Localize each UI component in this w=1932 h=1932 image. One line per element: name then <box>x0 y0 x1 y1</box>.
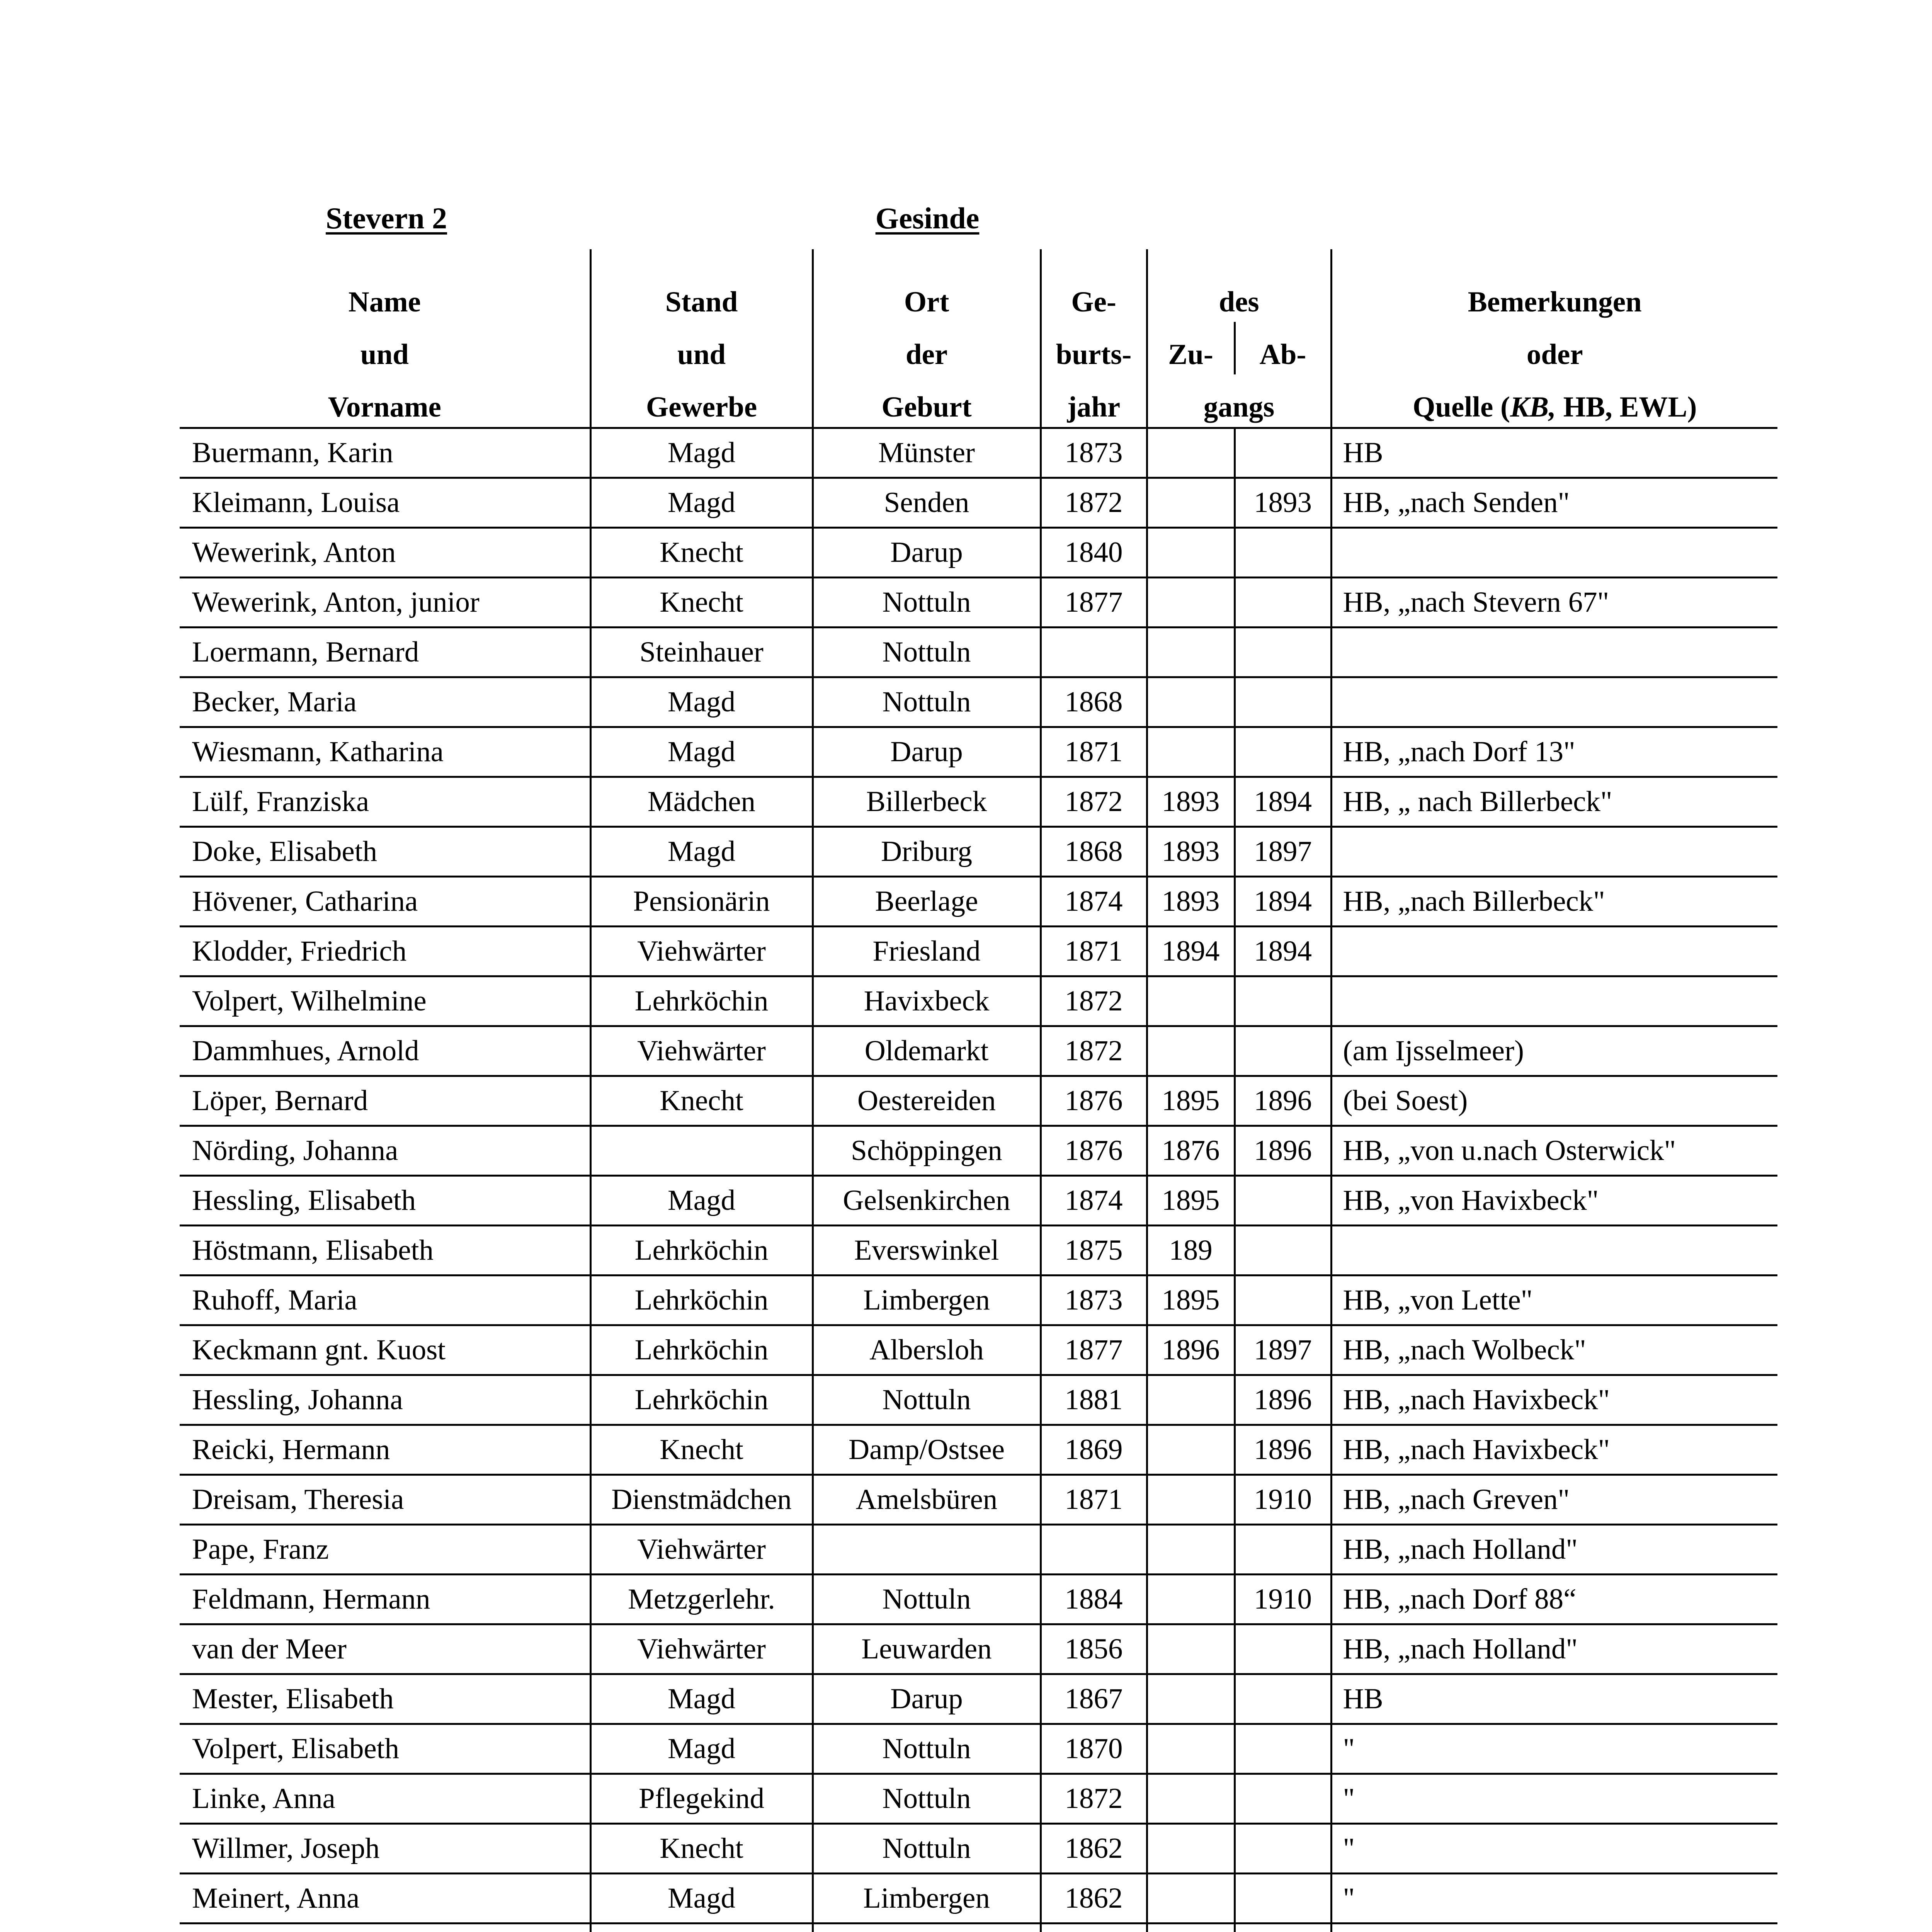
cell-birthplace: Everswinkel <box>813 1226 1041 1276</box>
cell-stand: Pflegekind <box>590 1774 813 1824</box>
table-row <box>180 1624 1777 1674</box>
cell-birthyear: 1876 <box>1041 1126 1147 1176</box>
cell-birthplace: Amelsbüren <box>813 1475 1041 1525</box>
table-row <box>180 578 1777 628</box>
cell-remarks: HB <box>1331 428 1777 478</box>
cell-zugang <box>1147 528 1235 578</box>
cell-zugang <box>1147 1475 1235 1525</box>
cell-zugang: 1895 <box>1147 1276 1235 1325</box>
cell-stand: Magd <box>590 428 813 478</box>
cell-stand: Viehwärter <box>590 1624 813 1674</box>
cell-name: Feldmann, Hermann <box>180 1575 590 1624</box>
cell-zugang <box>1147 1923 1235 1932</box>
cell-zugang <box>1147 578 1235 628</box>
cell-birthyear: 1856 <box>1041 1624 1147 1674</box>
header-bem-line3 <box>1331 374 1777 428</box>
cell-zugang <box>1147 1674 1235 1724</box>
cell-name: Kleimann, Louisa <box>180 478 590 528</box>
cell-remarks: HB, „nach Dorf 13" <box>1331 727 1777 777</box>
table-row <box>180 677 1777 727</box>
cell-birthyear: 1862 <box>1041 1824 1147 1874</box>
cell-birthplace: Nottuln <box>813 578 1041 628</box>
table-row <box>180 1874 1777 1923</box>
cell-stand: Dienstmädchen <box>590 1475 813 1525</box>
cell-abgang <box>1235 1226 1331 1276</box>
section-title: Stevern 2 <box>325 201 447 235</box>
cell-stand: Magd <box>590 1674 813 1724</box>
cell-birthplace: Havixbeck <box>813 976 1041 1026</box>
header-stand-line1: Stand <box>590 249 813 322</box>
cell-birthplace: Beerlage <box>813 877 1041 927</box>
cell-stand: Magd <box>590 827 813 877</box>
cell-abgang <box>1235 528 1331 578</box>
cell-stand: Magd <box>590 1724 813 1774</box>
cell-birthyear: 1870 <box>1041 1724 1147 1774</box>
table-row <box>180 777 1777 827</box>
header-stand-line2: und <box>590 322 813 374</box>
cell-zugang: 1894 <box>1147 927 1235 976</box>
cell-birthyear: 1873 <box>1041 1276 1147 1325</box>
header-des: des <box>1147 249 1331 322</box>
cell-remarks: HB, „nach Billerbeck" <box>1331 877 1777 927</box>
cell-stand: Magd <box>590 1176 813 1226</box>
category-title: Gesinde <box>875 201 980 235</box>
cell-name: Meinert, Anna <box>180 1874 590 1923</box>
cell-birthyear: 1869 <box>1041 1425 1147 1475</box>
cell-zugang <box>1147 1575 1235 1624</box>
cell-remarks <box>1331 1923 1777 1932</box>
header-stand-line3: Gewerbe <box>590 374 813 428</box>
cell-birthplace: Driburg <box>813 827 1041 877</box>
cell-zugang <box>1147 1375 1235 1425</box>
header-ab: Ab- <box>1235 322 1331 374</box>
cell-remarks: " <box>1331 1874 1777 1923</box>
cell-remarks: HB, „nach Senden" <box>1331 478 1777 528</box>
cell-birthplace: Darup <box>813 528 1041 578</box>
cell-remarks: HB, „nach Havixbeck" <box>1331 1375 1777 1425</box>
cell-zugang: 1893 <box>1147 777 1235 827</box>
cell-birthyear: 1868 <box>1041 677 1147 727</box>
cell-abgang <box>1235 727 1331 777</box>
cell-zugang <box>1147 976 1235 1026</box>
cell-birthplace: Darup <box>813 1674 1041 1724</box>
cell-stand: Lehrköchin <box>590 1325 813 1375</box>
cell-name: van der Meer <box>180 1624 590 1674</box>
cell-stand: Metzgerlehr. <box>590 1575 813 1624</box>
cell-remarks <box>1331 1226 1777 1276</box>
cell-abgang: 1896 <box>1235 1076 1331 1126</box>
header-bem-line2: oder <box>1331 322 1777 374</box>
header-quelle-suffix: HB, EWL) <box>1556 391 1697 423</box>
table-row <box>180 976 1777 1026</box>
header-jahr-line2: burts- <box>1041 322 1147 374</box>
cell-abgang: 1910 <box>1235 1475 1331 1525</box>
cell-stand: Magd <box>590 1874 813 1923</box>
cell-birthyear: 1873 <box>1041 428 1147 478</box>
cell-stand: Magd <box>590 677 813 727</box>
cell-abgang: 1896 <box>1235 1425 1331 1475</box>
cell-birthplace: Leuwarden <box>813 1624 1041 1674</box>
cell-name: Buermann, Karin <box>180 428 590 478</box>
cell-zugang: 1896 <box>1147 1325 1235 1375</box>
cell-remarks <box>1331 827 1777 877</box>
cell-birthyear: 1872 <box>1041 478 1147 528</box>
cell-remarks: HB, „ nach Billerbeck" <box>1331 777 1777 827</box>
cell-birthyear: 1874 <box>1041 1176 1147 1226</box>
header-ort-line1: Ort <box>813 249 1041 322</box>
cell-name: Höstmann, Elisabeth <box>180 1226 590 1276</box>
cell-stand: Knecht <box>590 1824 813 1874</box>
cell-name: Klodder, Friedrich <box>180 927 590 976</box>
cell-remarks: HB, „nach Holland" <box>1331 1525 1777 1575</box>
cell-birthplace: Nottuln <box>813 1824 1041 1874</box>
cell-stand: Viehwärter <box>590 1525 813 1575</box>
cell-remarks <box>1331 976 1777 1026</box>
cell-birthyear: 1884 <box>1041 1575 1147 1624</box>
table-row <box>180 1076 1777 1126</box>
cell-zugang <box>1147 478 1235 528</box>
table-header <box>180 249 1777 428</box>
table-row <box>180 1325 1777 1375</box>
cell-birthplace: Münster <box>813 428 1041 478</box>
cell-birthplace: Nottuln <box>813 677 1041 727</box>
cell-remarks <box>1331 677 1777 727</box>
cell-name: Volpert, Elisabeth <box>180 1724 590 1774</box>
cell-name: Löper, Bernard <box>180 1076 590 1126</box>
cell-name: Hessling, Johanna <box>180 1375 590 1425</box>
table-row <box>180 528 1777 578</box>
cell-birthyear: 1871 <box>1041 727 1147 777</box>
cell-abgang <box>1235 1874 1331 1923</box>
cell-birthyear: 1877 <box>1041 1325 1147 1375</box>
cell-birthplace: Billerbeck <box>813 777 1041 827</box>
cell-abgang: 1893 <box>1235 478 1331 528</box>
cell-birthyear: 1872 <box>1041 777 1147 827</box>
table-row <box>180 727 1777 777</box>
cell-stand: Lehrköchin <box>590 976 813 1026</box>
cell-zugang <box>1147 1774 1235 1824</box>
cell-name: Dreisam, Theresia <box>180 1475 590 1525</box>
table-row <box>180 927 1777 976</box>
cell-stand: Lehrköchin <box>590 1226 813 1276</box>
cell-zugang <box>1147 1874 1235 1923</box>
cell-birthyear: 1872 <box>1041 1026 1147 1076</box>
cell-remarks: (am Ijsselmeer) <box>1331 1026 1777 1076</box>
cell-stand: Viehwärter <box>590 1026 813 1076</box>
cell-birthyear: 1867 <box>1041 1674 1147 1724</box>
cell-zugang <box>1147 1724 1235 1774</box>
cell-stand: Magd <box>590 727 813 777</box>
cell-abgang <box>1235 1026 1331 1076</box>
table-row <box>180 1923 1777 1932</box>
header-name-line2: und <box>360 338 409 371</box>
cell-birthplace: Friesland <box>813 927 1041 976</box>
cell-abgang <box>1235 1176 1331 1226</box>
cell-abgang: 1896 <box>1235 1375 1331 1425</box>
cell-abgang <box>1235 677 1331 727</box>
cell-birthplace: Senden <box>813 478 1041 528</box>
table-row <box>180 1276 1777 1325</box>
cell-name: Loermann, Bernard <box>180 628 590 677</box>
cell-abgang <box>1235 1674 1331 1724</box>
cell-remarks: " <box>1331 1824 1777 1874</box>
cell-birthyear: 1875 <box>1041 1226 1147 1276</box>
cell-birthplace: Damp/Ostsee <box>813 1425 1041 1475</box>
cell-birthplace: Darup <box>813 727 1041 777</box>
cell-name: Keckmann gnt. Kuost <box>180 1325 590 1375</box>
cell-stand: Steinhauer <box>590 628 813 677</box>
cell-abgang <box>1235 578 1331 628</box>
cell-zugang <box>1147 1026 1235 1076</box>
cell-remarks: (bei Soest) <box>1331 1076 1777 1126</box>
cell-remarks <box>1331 927 1777 976</box>
cell-remarks: HB, „nach Havixbeck" <box>1331 1425 1777 1475</box>
header-ort-line2: der <box>813 322 1041 374</box>
cell-birthplace: Oestereiden <box>813 1076 1041 1126</box>
cell-name: Dammhues, Arnold <box>180 1026 590 1076</box>
cell-remarks: HB, „von Lette" <box>1331 1276 1777 1325</box>
table-row <box>180 1176 1777 1226</box>
header-name-line3: Vorname <box>180 374 590 428</box>
cell-birthplace: Oldemarkt <box>813 1026 1041 1076</box>
cell-birthplace <box>813 1923 1041 1932</box>
cell-abgang: 1897 <box>1235 827 1331 877</box>
cell-zugang <box>1147 1425 1235 1475</box>
cell-birthplace: Nottuln <box>813 1774 1041 1824</box>
cell-abgang <box>1235 1276 1331 1325</box>
page-titles <box>0 201 1932 243</box>
cell-abgang: 1897 <box>1235 1325 1331 1375</box>
cell-birthyear: 1862 <box>1041 1874 1147 1923</box>
cell-birthplace: Nottuln <box>813 1724 1041 1774</box>
cell-remarks: HB, „nach Stevern 67" <box>1331 578 1777 628</box>
table-row <box>180 1824 1777 1874</box>
header-jahr-line1: Ge- <box>1041 249 1147 322</box>
cell-remarks <box>1331 528 1777 578</box>
cell-abgang: 1896 <box>1235 1126 1331 1176</box>
cell-birthplace: Limbergen <box>813 1276 1041 1325</box>
cell-birthyear <box>1041 1525 1147 1575</box>
cell-remarks: HB <box>1331 1674 1777 1724</box>
cell-name: Wewerink, Anton <box>180 528 590 578</box>
cell-abgang <box>1235 628 1331 677</box>
table-row <box>180 827 1777 877</box>
cell-name: Hövener, Catharina <box>180 877 590 927</box>
header-bem-line1: Bemerkungen <box>1331 249 1777 322</box>
cell-name: Wewerink, Anton, junior <box>180 578 590 628</box>
cell-zugang <box>1147 677 1235 727</box>
table-row <box>180 1674 1777 1724</box>
cell-stand: Knecht <box>590 578 813 628</box>
cell-birthyear: 1840 <box>1041 528 1147 578</box>
cell-stand: Knecht <box>590 1425 813 1475</box>
cell-zugang: 189 <box>1147 1226 1235 1276</box>
table-row <box>180 1525 1777 1575</box>
cell-birthyear: 1871 <box>1041 1475 1147 1525</box>
header-jahr-line3: jahr <box>1041 374 1147 428</box>
cell-zugang <box>1147 727 1235 777</box>
table-row <box>180 1126 1777 1176</box>
cell-stand: Lehrköchin <box>590 1375 813 1425</box>
cell-zugang <box>1147 628 1235 677</box>
table-row <box>180 428 1777 478</box>
cell-abgang <box>1235 1923 1331 1932</box>
table-row <box>180 1475 1777 1525</box>
cell-name <box>180 1923 590 1932</box>
cell-birthplace: Nottuln <box>813 1575 1041 1624</box>
cell-remarks: HB, „nach Holland" <box>1331 1624 1777 1674</box>
table-row <box>180 1226 1777 1276</box>
cell-name: Willmer, Joseph <box>180 1824 590 1874</box>
cell-stand: Pensionärin <box>590 877 813 927</box>
table-row <box>180 1026 1777 1076</box>
cell-name: Hessling, Elisabeth <box>180 1176 590 1226</box>
cell-name: Mester, Elisabeth <box>180 1674 590 1724</box>
cell-remarks: HB, „von u.nach Osterwick" <box>1331 1126 1777 1176</box>
cell-zugang: 1895 <box>1147 1176 1235 1226</box>
table-body <box>180 428 1777 1932</box>
cell-birthyear: 1872 <box>1041 976 1147 1026</box>
servants-table <box>180 249 1777 1932</box>
cell-name: Becker, Maria <box>180 677 590 727</box>
cell-zugang: 1895 <box>1147 1076 1235 1126</box>
cell-stand: Magd <box>590 478 813 528</box>
cell-name: Linke, Anna <box>180 1774 590 1824</box>
cell-abgang <box>1235 1824 1331 1874</box>
cell-stand: Knecht <box>590 528 813 578</box>
cell-birthyear: 1871 <box>1041 927 1147 976</box>
cell-zugang: 1893 <box>1147 827 1235 877</box>
header-gangs: gangs <box>1147 374 1331 428</box>
header-quelle-prefix: Quelle ( <box>1413 391 1510 423</box>
cell-birthplace: Albersloh <box>813 1325 1041 1375</box>
cell-remarks <box>1331 628 1777 677</box>
cell-birthyear: 1872 <box>1041 1774 1147 1824</box>
cell-remarks: HB, „nach Wolbeck" <box>1331 1325 1777 1375</box>
cell-zugang <box>1147 1525 1235 1575</box>
cell-name: Doke, Elisabeth <box>180 827 590 877</box>
cell-birthyear: 1876 <box>1041 1076 1147 1126</box>
cell-birthyear: 1877 <box>1041 578 1147 628</box>
header-ort-line3: Geburt <box>813 374 1041 428</box>
cell-abgang <box>1235 1525 1331 1575</box>
cell-abgang <box>1235 1624 1331 1674</box>
table-row <box>180 1425 1777 1475</box>
cell-name: Lülf, Franziska <box>180 777 590 827</box>
cell-birthplace: Schöppingen <box>813 1126 1041 1176</box>
header-zu: Zu- <box>1147 322 1235 374</box>
table-row <box>180 1774 1777 1824</box>
cell-name: Nörding, Johanna <box>180 1126 590 1176</box>
cell-birthplace: Gelsenkirchen <box>813 1176 1041 1226</box>
cell-birthplace: Nottuln <box>813 628 1041 677</box>
cell-birthyear <box>1041 628 1147 677</box>
cell-stand <box>590 1923 813 1932</box>
cell-name: Reicki, Hermann <box>180 1425 590 1475</box>
table-row <box>180 877 1777 927</box>
cell-abgang: 1910 <box>1235 1575 1331 1624</box>
cell-abgang: 1894 <box>1235 777 1331 827</box>
cell-name: Ruhoff, Maria <box>180 1276 590 1325</box>
cell-birthyear: 1874 <box>1041 877 1147 927</box>
cell-zugang <box>1147 1824 1235 1874</box>
header-quelle-kb: KB, <box>1510 391 1556 423</box>
cell-remarks: HB, „nach Greven" <box>1331 1475 1777 1525</box>
cell-abgang: 1894 <box>1235 927 1331 976</box>
cell-remarks: HB, „von Havixbeck" <box>1331 1176 1777 1226</box>
cell-name: Pape, Franz <box>180 1525 590 1575</box>
cell-abgang <box>1235 1774 1331 1824</box>
cell-stand: Knecht <box>590 1076 813 1126</box>
cell-stand: Lehrköchin <box>590 1276 813 1325</box>
cell-stand <box>590 1126 813 1176</box>
cell-birthplace: Limbergen <box>813 1874 1041 1923</box>
cell-abgang <box>1235 976 1331 1026</box>
cell-remarks: " <box>1331 1724 1777 1774</box>
cell-stand: Viehwärter <box>590 927 813 976</box>
cell-birthplace: Nottuln <box>813 1375 1041 1425</box>
cell-birthyear: 1881 <box>1041 1375 1147 1425</box>
cell-remarks: HB, „nach Dorf 88“ <box>1331 1575 1777 1624</box>
table-row <box>180 628 1777 677</box>
cell-name: Wiesmann, Katharina <box>180 727 590 777</box>
cell-zugang <box>1147 1624 1235 1674</box>
cell-zugang: 1893 <box>1147 877 1235 927</box>
table-row <box>180 1724 1777 1774</box>
cell-name: Volpert, Wilhelmine <box>180 976 590 1026</box>
table-row <box>180 1375 1777 1425</box>
cell-zugang <box>1147 428 1235 478</box>
cell-zugang: 1876 <box>1147 1126 1235 1176</box>
table-row <box>180 478 1777 528</box>
cell-birthplace <box>813 1525 1041 1575</box>
cell-stand: Mädchen <box>590 777 813 827</box>
header-name-line1: Name <box>348 286 421 318</box>
cell-remarks: " <box>1331 1774 1777 1824</box>
cell-abgang: 1894 <box>1235 877 1331 927</box>
cell-abgang <box>1235 1724 1331 1774</box>
cell-birthyear: 1868 <box>1041 827 1147 877</box>
cell-abgang <box>1235 428 1331 478</box>
table-row <box>180 1575 1777 1624</box>
cell-birthyear <box>1041 1923 1147 1932</box>
